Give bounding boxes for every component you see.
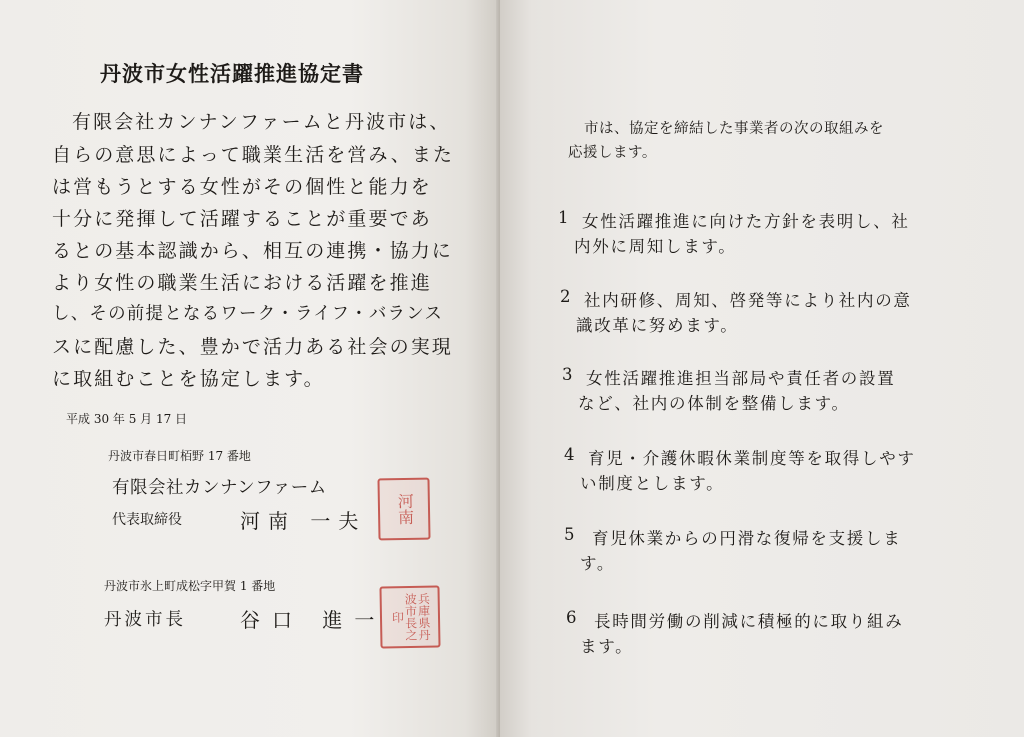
item-line: す。 <box>580 554 616 573</box>
item-line: など、社内の体制を整備します。 <box>578 394 850 413</box>
item-line: 社内研修、周知、啓発等により社内の意 <box>584 291 912 310</box>
item-number: 2 <box>560 287 573 306</box>
right-page <box>500 0 1024 737</box>
agreement-date: 平成 30 年 5 月 17 日 <box>66 412 188 426</box>
intro-line: 応援します。 <box>568 145 657 161</box>
item-line: 育児・介護休暇休業制度等を取得しやす <box>588 449 916 468</box>
body-line: スに配慮した、豊かで活力ある社会の実現 <box>52 336 453 358</box>
left-page <box>0 0 500 737</box>
body-line: 自らの意思によって職業生活を営み、また <box>52 144 455 166</box>
body-line: るとの基本認識から、相互の連携・協力に <box>52 240 453 262</box>
mayor-role: 丹波市長 <box>104 610 186 630</box>
item-number: 1 <box>558 208 571 227</box>
item-number: 5 <box>564 525 577 544</box>
body-line: は営もうとする女性がその個性と能力を <box>52 176 432 198</box>
item-line: 長時間労働の削減に積極的に取り組み <box>594 612 904 631</box>
item-line: 女性活躍推進に向けた方針を表明し、社 <box>582 212 910 231</box>
mayor-name: 谷口 進一 <box>240 608 387 632</box>
company-seal: 河南 <box>377 478 430 541</box>
body-line: 有限会社カンナンファームと丹波市は、 <box>72 111 451 133</box>
item-line: 識改革に努めます。 <box>576 316 739 335</box>
item-line: 内外に周知します。 <box>574 237 737 256</box>
company-name: 有限会社カンナンファーム <box>112 478 327 498</box>
item-line: 育児休業からの円滑な復帰を支援しま <box>592 529 902 548</box>
document-title: 丹波市女性活躍推進協定書 <box>100 61 364 86</box>
body-line: より女性の職業生活における活躍を推進 <box>52 272 432 294</box>
item-line: 女性活躍推進担当部局や責任者の設置 <box>586 369 896 388</box>
body-line: し、その前提となるワーク・ライフ・バランス <box>52 304 444 324</box>
company-address: 丹波市春日町栢野 17 番地 <box>108 449 251 463</box>
item-number: 3 <box>562 365 575 384</box>
item-line: ます。 <box>580 637 634 656</box>
ceo-role: 代表取締役 <box>112 512 182 528</box>
ceo-name: 河南 一夫 <box>240 509 367 533</box>
city-address: 丹波市氷上町成松字甲賀 1 番地 <box>104 579 276 593</box>
item-number: 4 <box>564 445 577 464</box>
body-line: に取組むことを協定します。 <box>52 368 325 390</box>
city-seal: 兵庫県丹波市長之印 <box>379 585 440 648</box>
body-line: 十分に発揮して活躍することが重要であ <box>52 208 432 230</box>
item-line: い制度とします。 <box>580 474 725 493</box>
item-number: 6 <box>566 608 579 627</box>
intro-line: 市は、協定を締結した事業者の次の取組みを <box>584 121 884 137</box>
